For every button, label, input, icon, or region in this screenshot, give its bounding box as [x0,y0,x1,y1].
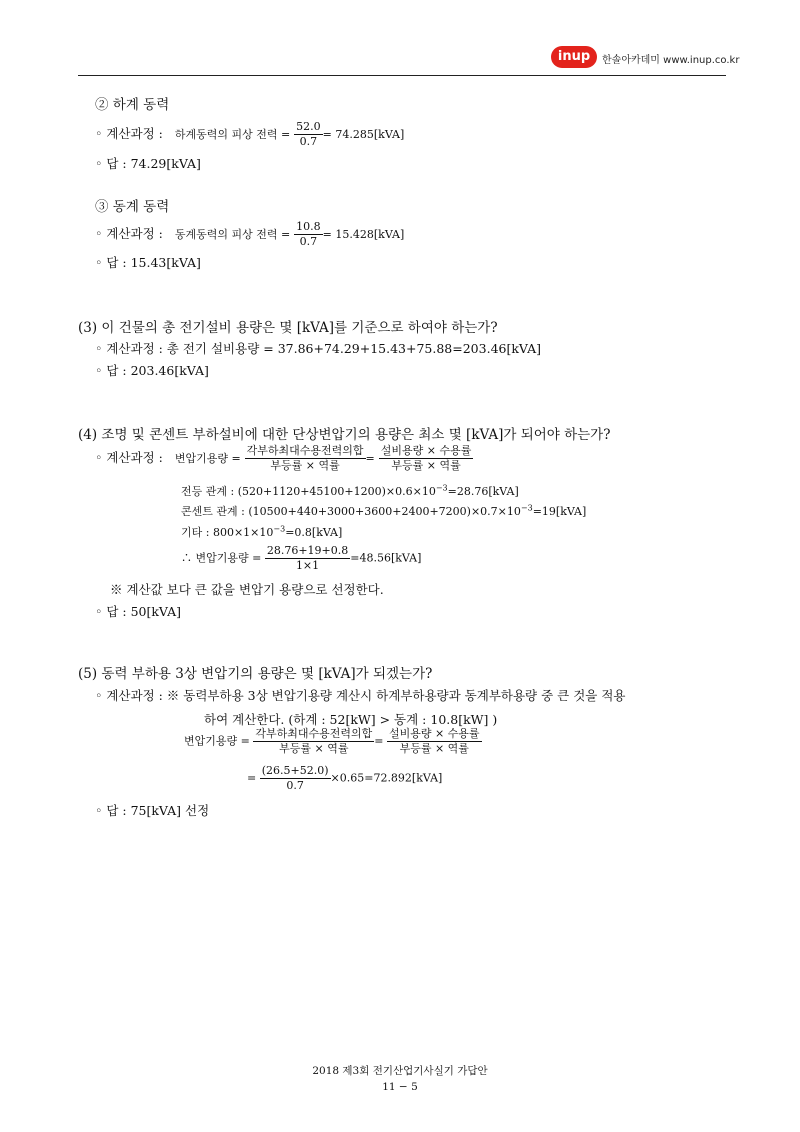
q5-title: (5) 동력 부하용 3상 변압기의 용량은 몇 [kVA]가 되겠는가? [78,666,433,682]
q3-calc: ◦ 계산과정 : 총 전기 설비용량 = 37.86+74.29+15.43+75.88=203.46[kVA] [95,341,542,356]
q4-fraction-3: $\frac{28.76+19+0.8}{1\times 1}$ [266,544,349,572]
q4-title: (4) 조명 및 콘센트 부하설비에 대한 단상변압기의 용량은 최소 몇 [kVA]가 되어야 하는가? [78,427,611,443]
q4-light: 전등 관계 : $(520+1120+45100+1200)\times 0.6\times 10^{-3}=28.76[kVA]$ [181,483,519,498]
q3-answer: ◦ 답 : 203.46[kVA] [95,363,209,378]
q5-calc-line1: ◦ 계산과정 : ※ 동력부하용 3상 변압기용량 계산시 하계부하용량과 동계부하용량 중 큰 것을 적용 [95,688,626,703]
s2-calc: ◦ 계산과정 : 하계동력의 피상 전력 = $\frac{52.0}{0.7}$ = 74.285[kVA] [95,120,405,148]
q5-result: = $\frac{(26.5+52.0)}{0.7}$ ×0.65=72.892[kVA] [247,764,443,792]
q3-title: (3) 이 건물의 총 전기설비 용량은 몇 [kVA]를 기준으로 하여야 하는가? [78,320,498,336]
s3-answer: ◦ 답 : 15.43[kVA] [95,255,201,270]
q5-formula: 변압기용량 = $\frac{\text{각부하최대수용전력의합}}{\text{부등률 × 역률}}$ = $\frac{\text{설비용량 × 수용률}}{\text{부등률 × 역률}}$ [184,727,480,755]
s2-title: ② 하계 동력 [95,97,170,113]
brand-text: 한솔아카데미 www.inup.co.kr [602,55,740,66]
q4-note: ※ 계산값 보다 큰 값을 변압기 용량으로 선정한다. [110,582,384,597]
q4-answer: ◦ 답 : 50[kVA] [95,604,182,619]
q5-fraction-1: $\frac{\text{각부하최대수용전력의합}}{\text{부등률 × 역률}}$ [255,727,373,755]
q4-fraction-2: $\frac{\text{설비용량 × 수용률}}{\text{부등률 × 역률}}$ [380,444,472,472]
q4-outlet: 콘센트 관계 : $(10500+440+3000+3600+2400+7200)\times 0.7\times 10^{-3}=19[kVA]$ [181,503,587,518]
q5-fraction-2: $\frac{\text{설비용량 × 수용률}}{\text{부등률 × 역률}}$ [388,727,480,755]
q5-fraction-3: $\frac{(26.5+52.0)}{0.7}$ [261,764,329,792]
s3-fraction: $\frac{10.8}{0.7}$ [296,220,321,248]
s2-fraction: $\frac{52.0}{0.7}$ [296,120,321,148]
q5-calc-line2: 하여 계산한다. (하계 : 52[kW] > 동계 : 10.8[kW] ) [204,712,498,727]
s3-title: ③ 동계 동력 [95,199,170,215]
s2-answer: ◦ 답 : 74.29[kVA] [95,156,201,171]
q4-fraction-1: $\frac{\text{각부하최대수용전력의합}}{\text{부등률 × 역률}}$ [246,444,364,472]
inup-logo: inup [551,46,597,68]
q4-formula: ◦ 계산과정 : 변압기용량 = $\frac{\text{각부하최대수용전력의합}}{\text{부등률 × 역률}}$ = $\frac{\text{설비용량 × 수용률}}{\text{부등률 × 역률}}$ [95,444,472,472]
footer-title: 2018 제3회 전기산업기사실기 가답안 [312,1065,488,1077]
s3-calc: ◦ 계산과정 : 동계동력의 피상 전력 = $\frac{10.8}{0.7}$ = 15.428[kVA] [95,220,405,248]
header-divider [78,75,726,76]
q4-etc: 기타 : $800\times 1\times 10^{-3}=0.8[kVA]$ [181,524,343,539]
page-number: 11 − 5 [382,1081,418,1093]
q5-answer: ◦ 답 : 75[kVA] 선정 [95,803,210,818]
q4-therefore: ∴ 변압기용량 = $\frac{28.76+19+0.8}{1\times 1}$ =48.56[kVA] [181,544,422,572]
